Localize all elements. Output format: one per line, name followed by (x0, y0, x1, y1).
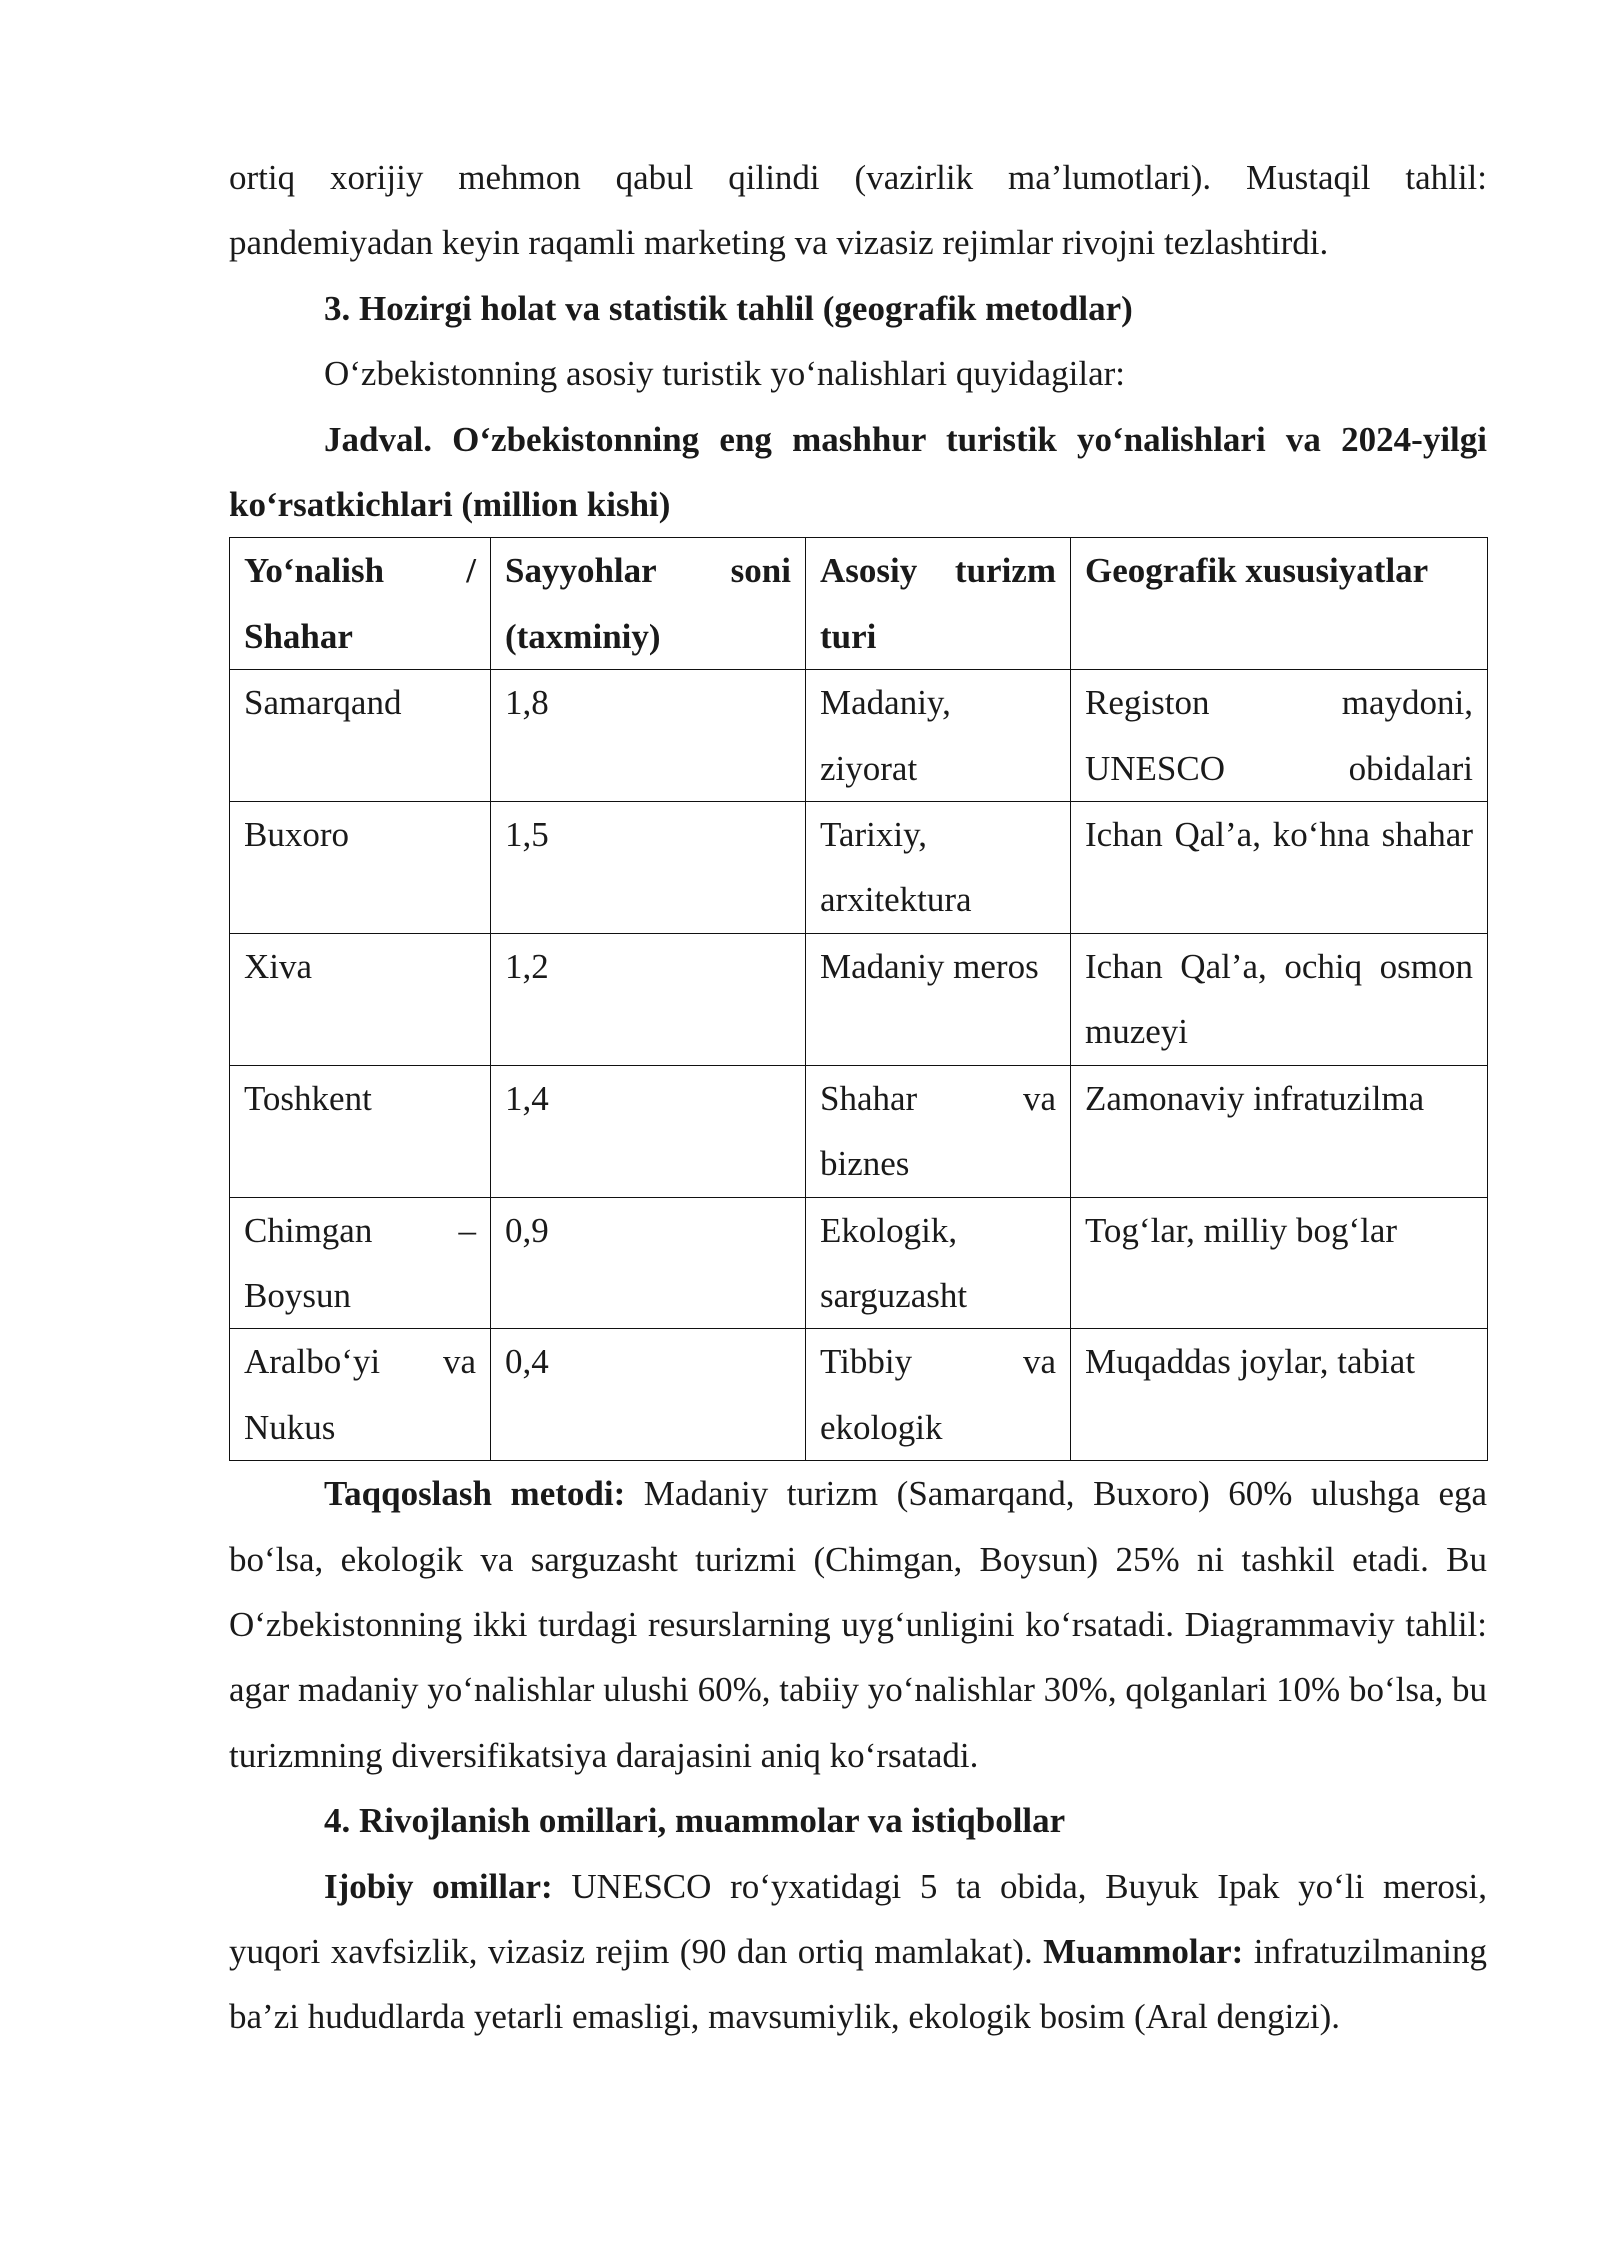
table-caption: Jadval. O‘zbekistonning eng mashhur turistik yo‘nalishlari va 2024-yilgi ko‘rsatkichlari (million kishi) (229, 419, 1487, 525)
header-tourists: Sayyohlar soni (taxminiy) (491, 538, 806, 670)
section-heading-4: 4. Rivojlanish omillari, muammolar va istiqbollar (324, 1801, 1066, 1841)
cell-tourists: 0,4 (491, 1329, 806, 1461)
cell-tourism-type: Tarixiy, arxitektura (806, 802, 1071, 934)
factors-paragraph (229, 1854, 1487, 2050)
problems-text: infratuzilmaning ba’zi hududlarda yetarli emasligi, mavsumiylik, ekologik bosim (Aral dengizi). (229, 1931, 1487, 2037)
table-row (230, 670, 1488, 802)
positive-text: UNESCO ro‘yxatidagi 5 ta obida, Buyuk Ipak yo‘li merosi, yuqori xavfsizlik, vizasiz rejim (90 dan ortiq mamlakat). (229, 1866, 1487, 1971)
section-heading-3: 3. Hozirgi holat va statistik tahlil (geografik metodlar) (324, 288, 1133, 328)
cell-tourists: 1,4 (491, 1065, 806, 1197)
cell-geo-features: Registon maydoni, UNESCO obidalari (1071, 670, 1488, 802)
table-row (230, 933, 1488, 1065)
cell-geo-features: Ichan Qal’a, ochiq osmon muzeyi (1071, 933, 1488, 1065)
cell-destination: Chimgan – Boysun (230, 1197, 491, 1329)
document-body (229, 145, 1487, 2050)
paragraph-continuation: ortiq xorijiy mehmon qabul qilindi (vazirlik ma’lumotlari). Mustaqil tahlil: pandemiyadan keyin raqamli marketing va vizasiz rejimlar rivojni tezlashtirdi. (229, 158, 1487, 263)
destinations-table (229, 537, 1488, 1461)
table-header-row (230, 538, 1488, 670)
table-row (230, 802, 1488, 934)
cell-tourism-type: Madaniy, ziyorat (806, 670, 1071, 802)
cell-tourists: 1,8 (491, 670, 806, 802)
comparison-text: Madaniy turizm (Samarqand, Buxoro) 60% ulushga ega bo‘lsa, ekologik va sarguzasht turizmi (Chimgan, Boysun) 25% ni tashkil etadi. Bu O‘zbekistonning ikki turdagi resurslarning uyg‘unligini ko‘rsatadi. Diagrammaviy tahlil: agar madaniy yo‘nalishlar ulushi 60%, tabiiy yo‘nalishlar 30%, qolganlari 10% bo‘lsa, bu turizmning diversifikatsiya darajasini aniq ko‘rsatadi. (229, 1474, 1488, 1775)
header-tourism-type: Asosiy turizm turi (806, 538, 1071, 670)
cell-tourism-type: Madaniy meros (806, 933, 1071, 1065)
comparison-label: Taqqoslash metodi: (324, 1474, 626, 1514)
cell-tourism-type: Tibbiy va ekologik (806, 1329, 1071, 1461)
header-geo-features: Geografik xususiyatlar (1071, 538, 1488, 670)
table-row (230, 1197, 1488, 1329)
cell-destination: Samarqand (230, 670, 491, 802)
cell-destination: Xiva (230, 933, 491, 1065)
table-row (230, 1065, 1488, 1197)
table-row (230, 1329, 1488, 1461)
cell-geo-features: Muqaddas joylar, tabiat (1071, 1329, 1488, 1461)
cell-tourists: 1,2 (491, 933, 806, 1065)
intro-paragraph: O‘zbekistonning asosiy turistik yo‘nalishlari quyidagilar: (324, 354, 1125, 394)
cell-destination: Aralbo‘yi va Nukus (230, 1329, 491, 1461)
comparison-paragraph (229, 1461, 1487, 1788)
cell-tourism-type: Shahar va biznes (806, 1065, 1071, 1197)
cell-tourism-type: Ekologik, sarguzasht (806, 1197, 1071, 1329)
problems-label: Muammolar: (1043, 1931, 1244, 1971)
cell-tourists: 0,9 (491, 1197, 806, 1329)
cell-geo-features: Tog‘lar, milliy bog‘lar (1071, 1197, 1488, 1329)
cell-destination: Buxoro (230, 802, 491, 934)
header-destination: Yo‘nalish / Shahar (230, 538, 491, 670)
cell-geo-features: Ichan Qal’a, ko‘hna shahar (1071, 802, 1488, 934)
cell-tourists: 1,5 (491, 802, 806, 934)
cell-destination: Toshkent (230, 1065, 491, 1197)
cell-geo-features: Zamonaviy infratuzilma (1071, 1065, 1488, 1197)
positive-label: Ijobiy omillar: (324, 1866, 553, 1906)
